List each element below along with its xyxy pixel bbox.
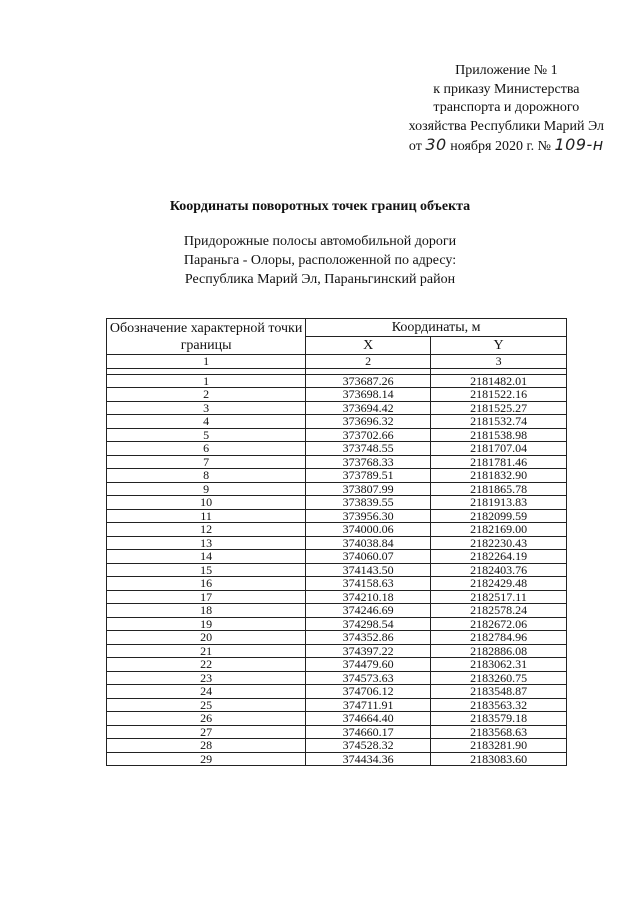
table-row — [107, 550, 567, 564]
table-row — [107, 604, 567, 618]
y-coordinate-cell: 2182784.96 — [431, 631, 567, 645]
point-number-cell: 9 — [107, 482, 306, 496]
date-rest: ноября 2020 г. № — [450, 139, 551, 154]
y-coordinate-cell: 2181865.78 — [431, 482, 567, 496]
x-coordinate-cell: 373696.32 — [306, 415, 431, 429]
y-coordinate-cell: 2182672.06 — [431, 617, 567, 631]
point-number-cell: 22 — [107, 658, 306, 672]
table-row — [107, 523, 567, 537]
point-number-cell: 26 — [107, 712, 306, 726]
y-coordinate-cell: 2183281.90 — [431, 739, 567, 753]
x-coordinate-cell: 373694.42 — [306, 401, 431, 415]
point-number-cell: 10 — [107, 496, 306, 510]
y-coordinate-cell: 2182169.00 — [431, 523, 567, 537]
subtitle-line-3: Республика Марий Эл, Параньгинский район — [184, 272, 456, 287]
table-row — [107, 752, 567, 766]
table-row — [107, 509, 567, 523]
table-row — [107, 536, 567, 550]
x-coordinate-cell: 374660.17 — [306, 725, 431, 739]
subtitle-line-2: Параньга - Олоры, расположенной по адресу: — [183, 253, 457, 268]
table-header-row — [107, 319, 567, 337]
y-coordinate-cell: 2182099.59 — [431, 509, 567, 523]
index-cell: 1 — [107, 355, 306, 369]
point-number-cell: 20 — [107, 631, 306, 645]
y-coordinate-cell: 2182264.19 — [431, 550, 567, 564]
point-number-cell: 6 — [107, 442, 306, 456]
table-row — [107, 388, 567, 402]
y-coordinate-cell: 2181538.98 — [431, 428, 567, 442]
point-number-cell: 29 — [107, 752, 306, 766]
header-coordinates: Координаты, м — [306, 319, 567, 337]
point-number-cell: 18 — [107, 604, 306, 618]
y-coordinate-cell: 2181707.04 — [431, 442, 567, 456]
table-row — [107, 631, 567, 645]
date-prefix: от — [408, 139, 422, 154]
table-row — [107, 685, 567, 699]
x-coordinate-cell: 374397.22 — [306, 644, 431, 658]
y-coordinate-cell: 2181532.74 — [431, 415, 567, 429]
x-coordinate-cell: 374143.50 — [306, 563, 431, 577]
y-coordinate-cell: 2183579.18 — [431, 712, 567, 726]
point-number-cell: 23 — [107, 671, 306, 685]
x-coordinate-cell: 373687.26 — [306, 374, 431, 388]
point-number-cell: 8 — [107, 469, 306, 483]
y-coordinate-cell: 2183260.75 — [431, 671, 567, 685]
point-number-cell: 3 — [107, 401, 306, 415]
x-coordinate-cell: 374000.06 — [306, 523, 431, 537]
x-coordinate-cell: 373768.33 — [306, 455, 431, 469]
point-number-cell: 7 — [107, 455, 306, 469]
appendix-block — [409, 62, 604, 157]
appendix-title: Приложение № 1 — [455, 63, 558, 78]
index-cell: 2 — [306, 355, 431, 369]
y-coordinate-cell: 2182886.08 — [431, 644, 567, 658]
document-subtitle — [0, 232, 640, 289]
y-coordinate-cell: 2181781.46 — [431, 455, 567, 469]
point-number-cell: 19 — [107, 617, 306, 631]
point-number-cell: 27 — [107, 725, 306, 739]
table-row — [107, 725, 567, 739]
x-coordinate-cell: 373839.55 — [306, 496, 431, 510]
x-coordinate-cell: 374038.84 — [306, 536, 431, 550]
table-row — [107, 496, 567, 510]
x-coordinate-cell: 374664.40 — [306, 712, 431, 726]
y-coordinate-cell: 2181913.83 — [431, 496, 567, 510]
x-coordinate-cell: 374158.63 — [306, 577, 431, 591]
point-number-cell: 15 — [107, 563, 306, 577]
appendix-republic: хозяйства Республики Марий Эл — [408, 118, 604, 134]
appendix-date-line — [409, 136, 604, 157]
point-number-cell: 4 — [107, 415, 306, 429]
x-coordinate-cell: 374573.63 — [306, 671, 431, 685]
table-row — [107, 428, 567, 442]
table-row — [107, 590, 567, 604]
point-number-cell: 5 — [107, 428, 306, 442]
table-row — [107, 455, 567, 469]
x-coordinate-cell: 373702.66 — [306, 428, 431, 442]
header-y: Y — [431, 337, 567, 355]
x-coordinate-cell: 374246.69 — [306, 604, 431, 618]
point-number-cell: 11 — [107, 509, 306, 523]
x-coordinate-cell: 373789.51 — [306, 469, 431, 483]
appendix-ministry: транспорта и дорожного — [433, 100, 580, 115]
document-title: Координаты поворотных точек границ объекта — [169, 199, 471, 214]
x-coordinate-cell: 374711.91 — [306, 698, 431, 712]
x-coordinate-cell: 373698.14 — [306, 388, 431, 402]
y-coordinate-cell: 2182578.24 — [431, 604, 567, 618]
table-row — [107, 374, 567, 388]
y-coordinate-cell: 2183568.63 — [431, 725, 567, 739]
x-coordinate-cell: 374210.18 — [306, 590, 431, 604]
x-coordinate-cell: 374352.86 — [306, 631, 431, 645]
x-coordinate-cell: 373748.55 — [306, 442, 431, 456]
x-coordinate-cell: 374060.07 — [306, 550, 431, 564]
point-number-cell: 28 — [107, 739, 306, 753]
point-number-cell: 2 — [107, 388, 306, 402]
x-coordinate-cell: 374434.36 — [306, 752, 431, 766]
y-coordinate-cell: 2181522.16 — [431, 388, 567, 402]
table-row — [107, 469, 567, 483]
y-coordinate-cell: 2183083.60 — [431, 752, 567, 766]
table-row — [107, 712, 567, 726]
y-coordinate-cell: 2182230.43 — [431, 536, 567, 550]
y-coordinate-cell: 2183563.32 — [431, 698, 567, 712]
y-coordinate-cell: 2181525.27 — [431, 401, 567, 415]
point-number-cell: 14 — [107, 550, 306, 564]
coordinates-table — [106, 318, 567, 766]
y-coordinate-cell: 2183062.31 — [431, 658, 567, 672]
y-coordinate-cell: 2182517.11 — [431, 590, 567, 604]
x-coordinate-cell: 374706.12 — [306, 685, 431, 699]
point-number-cell: 13 — [107, 536, 306, 550]
point-number-cell: 24 — [107, 685, 306, 699]
point-number-cell: 12 — [107, 523, 306, 537]
table-row — [107, 415, 567, 429]
point-number-cell: 21 — [107, 644, 306, 658]
y-coordinate-cell: 2181482.01 — [431, 374, 567, 388]
handwritten-day: 30 — [425, 135, 447, 154]
table-row — [107, 671, 567, 685]
table-body — [107, 374, 567, 766]
table-row — [107, 617, 567, 631]
table-row — [107, 401, 567, 415]
table-row — [107, 563, 567, 577]
point-number-cell: 16 — [107, 577, 306, 591]
y-coordinate-cell: 2182429.48 — [431, 577, 567, 591]
table-row — [107, 644, 567, 658]
table-row — [107, 577, 567, 591]
header-x: X — [306, 337, 431, 355]
x-coordinate-cell: 373956.30 — [306, 509, 431, 523]
y-coordinate-cell: 2182403.76 — [431, 563, 567, 577]
point-number-cell: 25 — [107, 698, 306, 712]
y-coordinate-cell: 2183548.87 — [431, 685, 567, 699]
y-coordinate-cell: 2181832.90 — [431, 469, 567, 483]
table-row — [107, 482, 567, 496]
handwritten-order-number: 109-н — [554, 135, 604, 154]
table-index-row — [107, 355, 567, 369]
table-row — [107, 739, 567, 753]
subtitle-line-1: Придорожные полосы автомобильной дороги — [183, 234, 457, 249]
table-row — [107, 658, 567, 672]
appendix-order-ref: к приказу Министерства — [433, 81, 580, 97]
x-coordinate-cell: 374298.54 — [306, 617, 431, 631]
x-coordinate-cell: 373807.99 — [306, 482, 431, 496]
header-point-designation: Обозначение характерной точки границы — [107, 319, 306, 355]
index-cell: 3 — [431, 355, 567, 369]
point-number-cell: 17 — [107, 590, 306, 604]
point-number-cell: 1 — [107, 374, 306, 388]
x-coordinate-cell: 374528.32 — [306, 739, 431, 753]
table-row — [107, 698, 567, 712]
table-row — [107, 442, 567, 456]
x-coordinate-cell: 374479.60 — [306, 658, 431, 672]
